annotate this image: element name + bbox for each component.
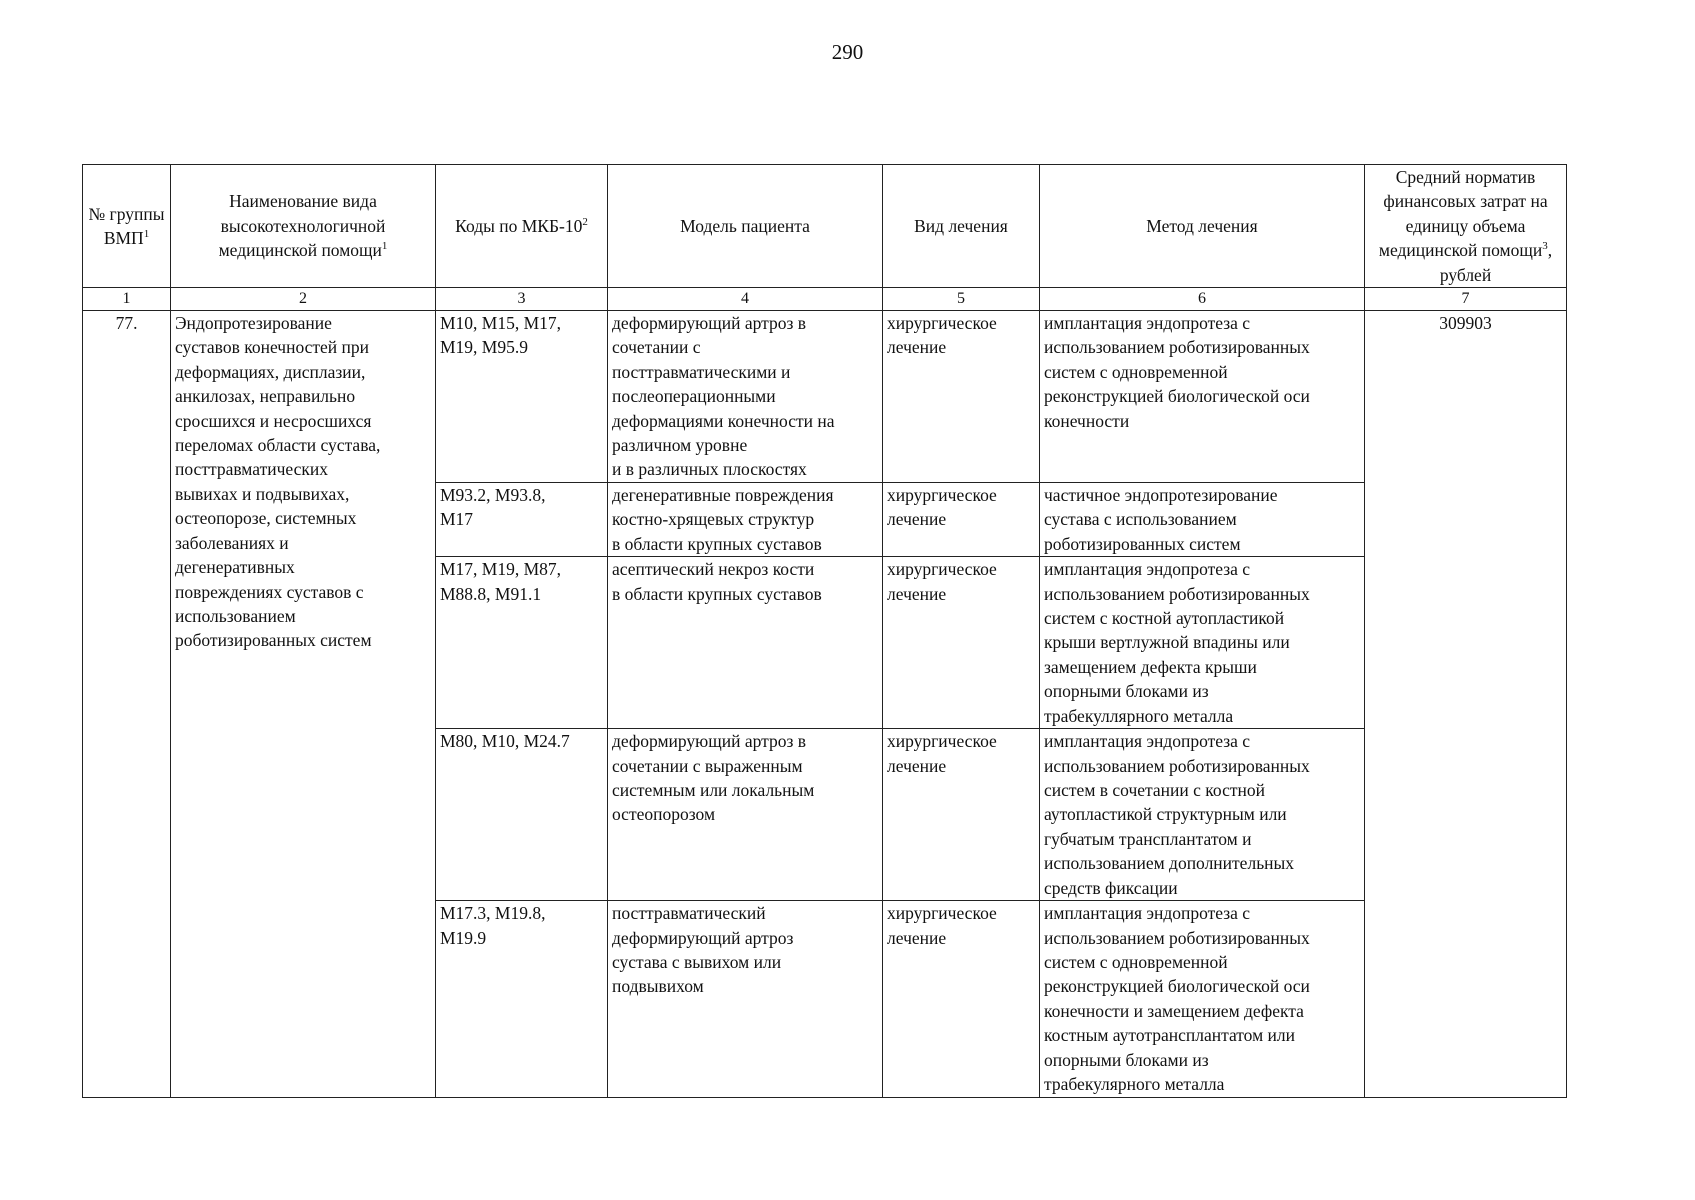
icd-codes: M93.2, M93.8, M17	[436, 483, 608, 557]
header-treatment-method: Метод лечения	[1040, 165, 1365, 288]
treatment-type: хирургическое лечение	[883, 311, 1040, 483]
column-number: 7	[1365, 288, 1567, 311]
header-patient-model: Модель пациента	[608, 165, 883, 288]
patient-model: посттравматический деформирующий артроз сустава с вывихом или подвывихом	[608, 901, 883, 1097]
header-treatment-type: Вид лечения	[883, 165, 1040, 288]
treatment-method: имплантация эндопротеза с использованием роботизированных систем с костной аутопластикой крыши вертлужной впадины или замещением дефекта крыши опорными блоками из трабекуллярного металла	[1040, 557, 1365, 729]
column-number-row	[83, 288, 1567, 311]
treatment-method: частичное эндопротезирование сустава с использованием роботизированных систем	[1040, 483, 1365, 557]
vmp-table	[82, 164, 1567, 1098]
column-number: 6	[1040, 288, 1365, 311]
column-number: 4	[608, 288, 883, 311]
group-name: Эндопротезирование суставов конечностей при деформациях, дисплазии, анкилозах, неправильно сросшихся и несросшихся переломах области сустава, посттравматических вывихах и подвывихах, остеопорозе, системных заболеваниях и дегенеративных повреждениях суставов с использованием роботизированных систем	[171, 311, 436, 1097]
patient-model: деформирующий артроз в сочетании с посттравматическими и послеоперационными деформациями конечности на различном уровне и в различных плоскостях	[608, 311, 883, 483]
header-icd-codes: Коды по МКБ-$10^2$	[436, 165, 608, 288]
column-number: 1	[83, 288, 171, 311]
treatment-method: имплантация эндопротеза с использованием роботизированных систем с одновременной реконструкцией биологической оси конечности и замещением дефекта костным аутотрансплантатом или опорными блоками из трабекулярного металла	[1040, 901, 1365, 1097]
column-number: 3	[436, 288, 608, 311]
treatment-method: имплантация эндопротеза с использованием роботизированных систем с одновременной реконструкцией биологической оси конечности	[1040, 311, 1365, 483]
header-group-no: № группы ВМП$^1$	[83, 165, 171, 288]
header-name: Наименование вида высокотехнологичной медицинской помощи$^1$	[171, 165, 436, 288]
patient-model: деформирующий артроз в сочетании с выраженным системным или локальным остеопорозом	[608, 729, 883, 901]
cost-standard: 309903	[1365, 311, 1567, 1097]
table-row	[83, 311, 1567, 483]
treatment-type: хирургическое лечение	[883, 901, 1040, 1097]
patient-model: асептический некроз кости в области крупных суставов	[608, 557, 883, 729]
page-number: 290	[831, 40, 864, 64]
icd-codes: M17.3, M19.8, M19.9	[436, 901, 608, 1097]
column-number: 2	[171, 288, 436, 311]
group-number: 77.	[83, 311, 171, 1097]
icd-codes: M80, M10, M24.7	[436, 729, 608, 901]
treatment-method: имплантация эндопротеза с использованием роботизированных систем в сочетании с костной аутопластикой структурным или губчатым трансплантатом и использованием дополнительных средств фиксации	[1040, 729, 1365, 901]
header-row	[83, 165, 1567, 288]
icd-codes: M10, M15, M17, M19, M95.9	[436, 311, 608, 483]
treatment-type: хирургическое лечение	[883, 557, 1040, 729]
treatment-type: хирургическое лечение	[883, 483, 1040, 557]
treatment-type: хирургическое лечение	[883, 729, 1040, 901]
header-cost-standard: Средний норматив финансовых затрат на единицу объема медицинской помощи$^3$, рублей	[1365, 165, 1567, 288]
column-number: 5	[883, 288, 1040, 311]
patient-model: дегенеративные повреждения костно-хрящевых структур в области крупных суставов	[608, 483, 883, 557]
icd-codes: M17, M19, M87, M88.8, M91.1	[436, 557, 608, 729]
